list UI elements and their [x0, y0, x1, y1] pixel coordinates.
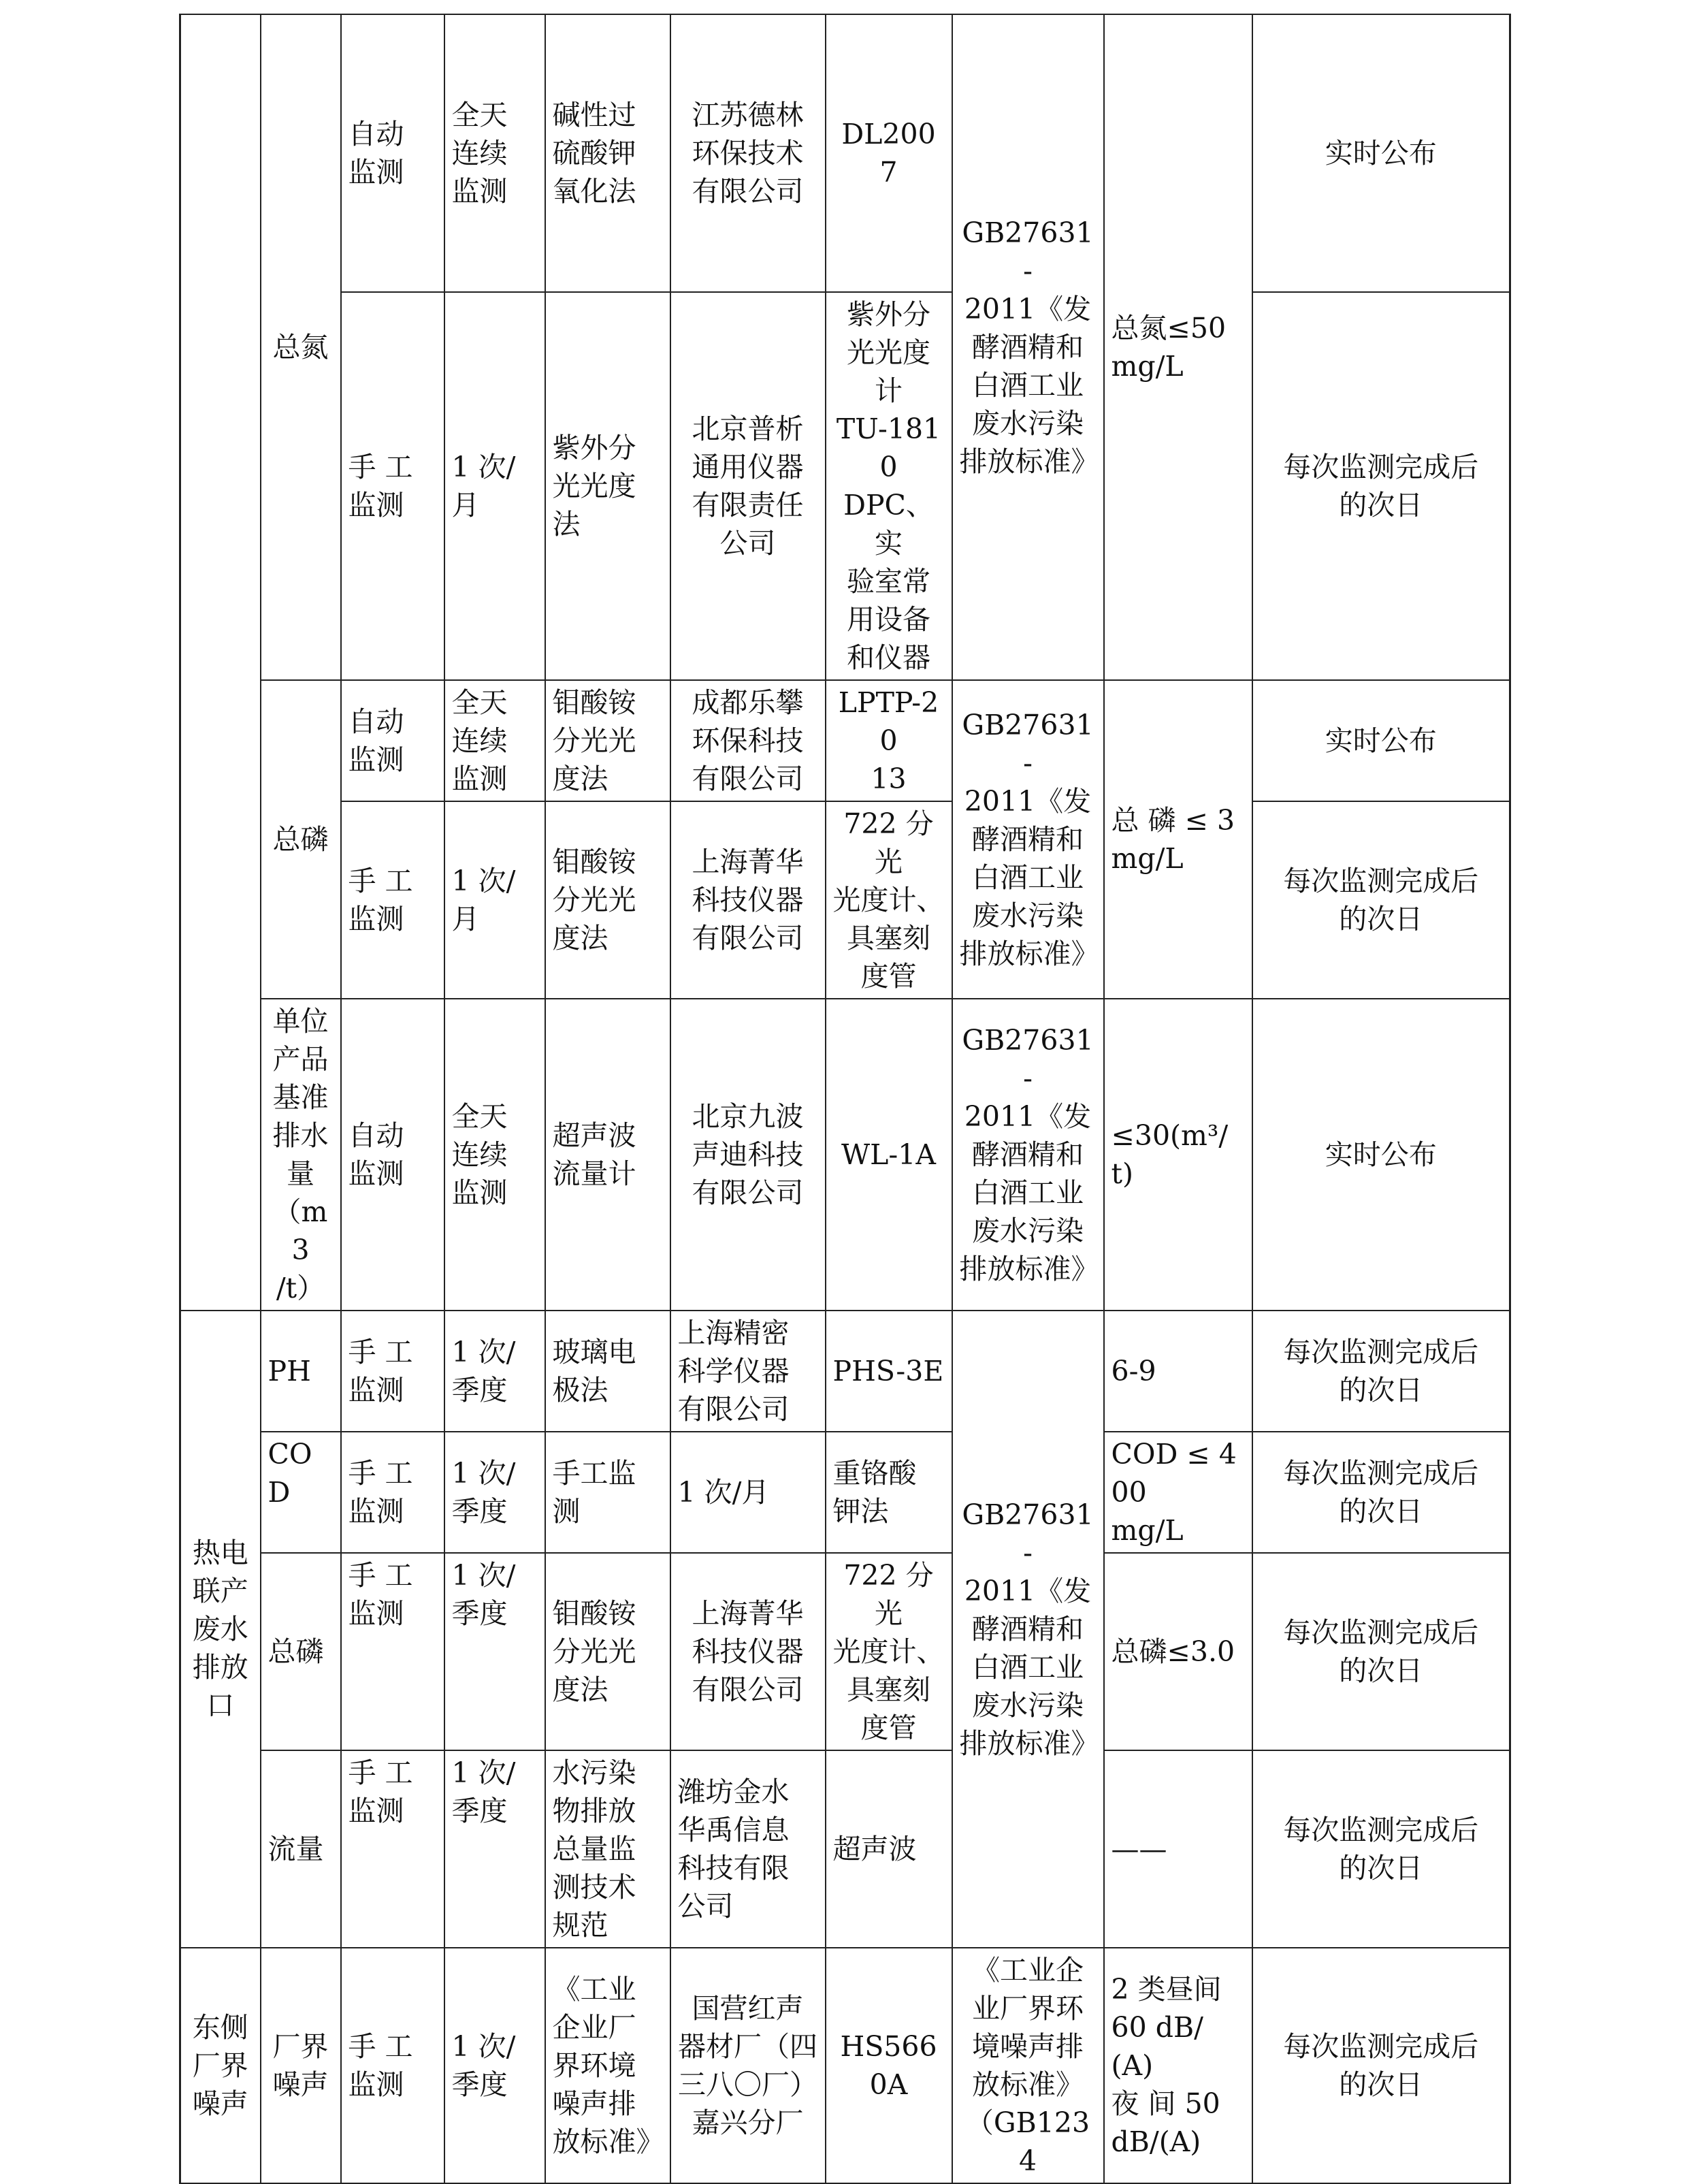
limit-cell: 总氮≤50 mg/L: [1104, 14, 1252, 680]
analysis-method-cell: 《工业 企业厂 界环境 噪声排 放标准》: [545, 1948, 670, 2183]
device-cell: 722 分光 光度计、 具塞刻 度管: [826, 1553, 952, 1750]
publish-cell: 每次监测完成后 的次日: [1252, 292, 1510, 680]
standard-cell: 《工业企 业厂界环 境噪声排 放标准》 （GB1234: [952, 1948, 1104, 2183]
analysis-method-cell: 超声波 流量计: [545, 999, 670, 1311]
frequency-cell: 1 次/ 季度: [444, 1432, 545, 1553]
analysis-method-cell: 钼酸铵 分光光 度法: [545, 1553, 670, 1750]
method-cell: 手 工 监测: [341, 801, 444, 999]
frequency-cell: 1 次/ 季度: [444, 1311, 545, 1432]
limit-cell: ——: [1104, 1750, 1252, 1948]
publish-cell: 实时公布: [1252, 14, 1510, 292]
limit-cell: 2 类昼间 60 dB/(A) 夜 间 50 dB/(A): [1104, 1948, 1252, 2183]
standard-cell: GB27631- 2011《发 酵酒精和 白酒工业 废水污染 排放标准》: [952, 1311, 1104, 1948]
limit-cell: 6-9: [1104, 1311, 1252, 1432]
publish-cell: 每次监测完成后 的次日: [1252, 1750, 1510, 1948]
company-cell: 上海精密 科学仪器 有限公司: [670, 1311, 826, 1432]
device-cell: PHS-3E: [826, 1311, 952, 1432]
frequency-cell: 1 次/ 季度: [444, 1750, 545, 1948]
frequency-cell: 全天 连续 监测: [444, 680, 545, 801]
row-flow: [180, 1750, 1510, 1948]
method-cell: 手 工 监测: [341, 292, 444, 680]
device-cell: HS5660A: [826, 1948, 952, 2183]
row-water-volume: [180, 999, 1510, 1311]
limit-cell: COD ≤ 400 mg/L: [1104, 1432, 1252, 1553]
method-cell: 手 工 监测: [341, 1311, 444, 1432]
publish-cell: 实时公布: [1252, 680, 1510, 801]
analysis-method-cell: 手工监 测: [545, 1432, 670, 1553]
device-cell: 超声波: [826, 1750, 952, 1948]
standard-cell: GB27631- 2011《发 酵酒精和 白酒工业 废水污染 排放标准》: [952, 680, 1104, 999]
device-cell: LPTP-20 13: [826, 680, 952, 801]
limit-cell: 总磷≤3.0: [1104, 1553, 1252, 1750]
item-cell: 总磷: [261, 680, 341, 999]
row-boundary-noise: [180, 1948, 1510, 2183]
publish-cell: 每次监测完成后 的次日: [1252, 801, 1510, 999]
company-cell: 国营红声 器材厂（四 三八〇厂） 嘉兴分厂: [670, 1948, 826, 2183]
standard-cell: GB27631- 2011《发 酵酒精和 白酒工业 废水污染 排放标准》: [952, 999, 1104, 1311]
row-total-nitrogen-manual: [180, 292, 1510, 680]
method-cell: 自动 监测: [341, 14, 444, 292]
limit-cell: ≤30(m³/t): [1104, 999, 1252, 1311]
analysis-method-cell: 钼酸铵 分光光 度法: [545, 680, 670, 801]
group-cell: 热电 联产 废水 排放 口: [180, 1311, 261, 1948]
device-cell: DL2007: [826, 14, 952, 292]
analysis-method-cell: 紫外分 光光度 法: [545, 292, 670, 680]
analysis-method-cell: 水污染 物排放 总量监 测技术 规范: [545, 1750, 670, 1948]
publish-cell: 每次监测完成后 的次日: [1252, 1432, 1510, 1553]
row-total-phosphorus-auto: [180, 680, 1510, 801]
item-cell: 总氮: [261, 14, 341, 680]
method-cell: 自动 监测: [341, 680, 444, 801]
company-cell: 潍坊金水 华禹信息 科技有限 公司: [670, 1750, 826, 1948]
monitoring-table: [179, 14, 1511, 2184]
standard-cell: GB27631- 2011《发 酵酒精和 白酒工业 废水污染 排放标准》: [952, 14, 1104, 680]
analysis-method-cell: 玻璃电 极法: [545, 1311, 670, 1432]
row-total-phosphorus-2: [180, 1553, 1510, 1750]
item-cell: COD: [261, 1432, 341, 1553]
frequency-cell: 1 次/ 月: [444, 292, 545, 680]
company-cell: 上海菁华 科技仪器 有限公司: [670, 1553, 826, 1750]
publish-cell: 每次监测完成后 的次日: [1252, 1948, 1510, 2183]
row-cod: [180, 1432, 1510, 1553]
group-cell-blank: [180, 14, 261, 1311]
company-cell: 北京普析 通用仪器 有限责任 公司: [670, 292, 826, 680]
company-cell: 成都乐攀 环保科技 有限公司: [670, 680, 826, 801]
analysis-method-cell: 钼酸铵 分光光 度法: [545, 801, 670, 999]
item-cell: PH: [261, 1311, 341, 1432]
item-cell: 总磷: [261, 1553, 341, 1750]
frequency-cell: 1 次/ 月: [444, 801, 545, 999]
company-cell: 北京九波 声迪科技 有限公司: [670, 999, 826, 1311]
row-ph: [180, 1311, 1510, 1432]
row-total-phosphorus-manual: [180, 801, 1510, 999]
limit-cell: 总 磷 ≤ 3 mg/L: [1104, 680, 1252, 999]
item-cell: 单位 产品 基准 排水 量 （m3 /t）: [261, 999, 341, 1311]
frequency-cell: 1 次/ 季度: [444, 1553, 545, 1750]
frequency-cell: 全天 连续 监测: [444, 14, 545, 292]
item-cell: 厂界 噪声: [261, 1948, 341, 2183]
method-cell: 手 工 监测: [341, 1553, 444, 1750]
device-cell: WL-1A: [826, 999, 952, 1311]
device-cell: 重铬酸 钾法: [826, 1432, 952, 1553]
row-total-nitrogen-auto: [180, 14, 1510, 292]
frequency-cell: 1 次/ 季度: [444, 1948, 545, 2183]
method-cell: 手 工 监测: [341, 1750, 444, 1948]
method-cell: 手 工 监测: [341, 1432, 444, 1553]
publish-cell: 实时公布: [1252, 999, 1510, 1311]
company-cell: 上海菁华 科技仪器 有限公司: [670, 801, 826, 999]
company-cell: 江苏德林 环保技术 有限公司: [670, 14, 826, 292]
company-cell: 1 次/月: [670, 1432, 826, 1553]
method-cell: 手 工 监测: [341, 1948, 444, 2183]
item-cell: 流量: [261, 1750, 341, 1948]
analysis-method-cell: 碱性过 硫酸钾 氧化法: [545, 14, 670, 292]
publish-cell: 每次监测完成后 的次日: [1252, 1311, 1510, 1432]
device-cell: 722 分光 光度计、 具塞刻 度管: [826, 801, 952, 999]
publish-cell: 每次监测完成后 的次日: [1252, 1553, 1510, 1750]
group-cell: 东侧 厂界 噪声: [180, 1948, 261, 2183]
method-cell: 自动 监测: [341, 999, 444, 1311]
frequency-cell: 全天 连续 监测: [444, 999, 545, 1311]
device-cell: 紫外分 光光度 计 TU-1810 DPC、实 验室常 用设备 和仪器: [826, 292, 952, 680]
